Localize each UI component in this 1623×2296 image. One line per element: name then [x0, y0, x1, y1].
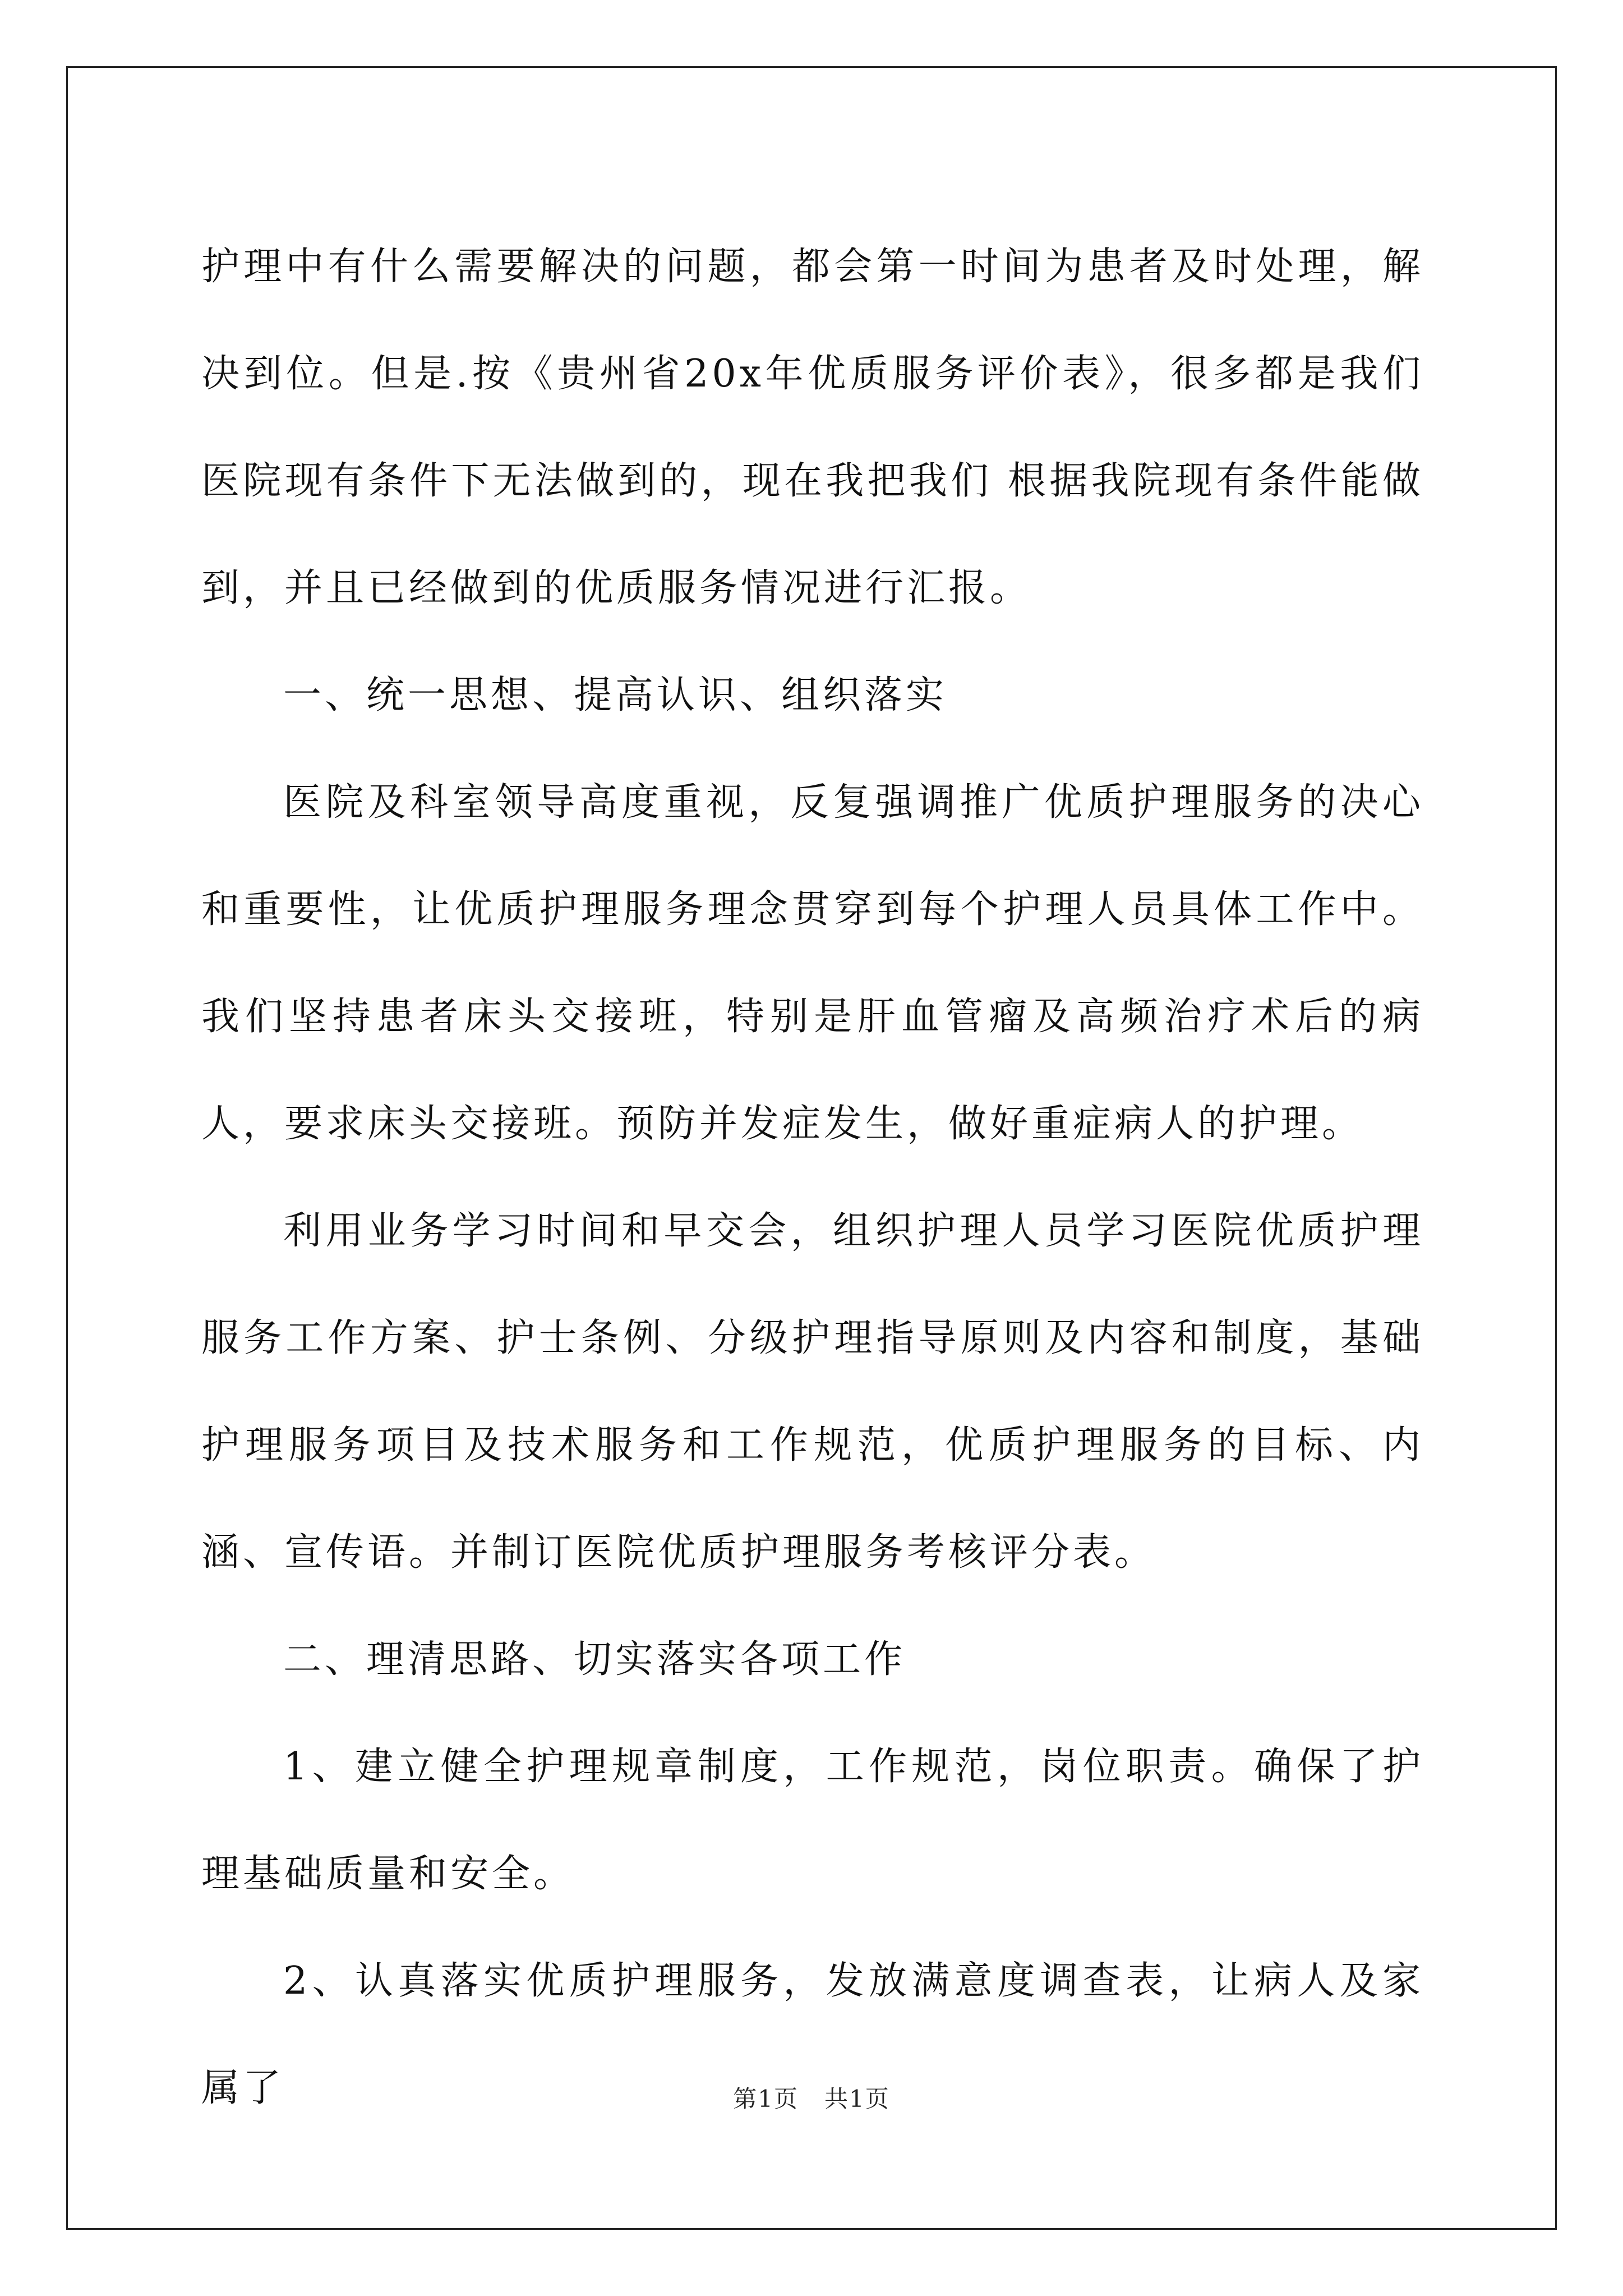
page-footer	[0, 2082, 1623, 2116]
paragraph-leadership: 医院及科室领导高度重视，反复强调推广优质护理服务的决心和重要性，让优质护理服务理念贯穿到每个护理人员具体工作中。我们坚持患者床头交接班，特别是肝血管瘤及高频治疗术后的病人，要求床头交接班。预防并发症发生，做好重症病人的护理。	[201, 780, 1424, 1146]
paragraph-intro: 护理中有什么需要解决的问题，都会第一时间为患者及时处理，解决到位。但是.按《贵州省20x年优质服务评价表》，很多都是我们医院现有条件下无法做到的，现在我把我们 根据我院现有条件能做到，并且已经做到的优质服务情况进行汇报。	[201, 245, 1424, 610]
page-number: 第1页	[733, 2085, 799, 2113]
paragraph-item-2: 2、认真落实优质护理服务，发放满意度调查表，让病人及家属了	[201, 1959, 1424, 2110]
page-total: 共1页	[824, 2085, 890, 2113]
section-heading-2: 二、理清思路、切实落实各项工作	[283, 1637, 906, 1682]
document-body	[201, 213, 1424, 2142]
paragraph-training: 利用业务学习时间和早交会，组织护理人员学习医院优质护理服务工作方案、护士条例、分级护理指导原则及内容和制度，基础护理服务项目及技术服务和工作规范，优质护理服务的目标、内涵、宣传语。并制订医院优质护理服务考核评分表。	[201, 1209, 1424, 1575]
paragraph-item-1: 1、建立健全护理规章制度，工作规范，岗位职责。确保了护理基础质量和安全。	[201, 1745, 1424, 1896]
section-heading-1: 一、统一思想、提高认识、组织落实	[283, 673, 948, 717]
